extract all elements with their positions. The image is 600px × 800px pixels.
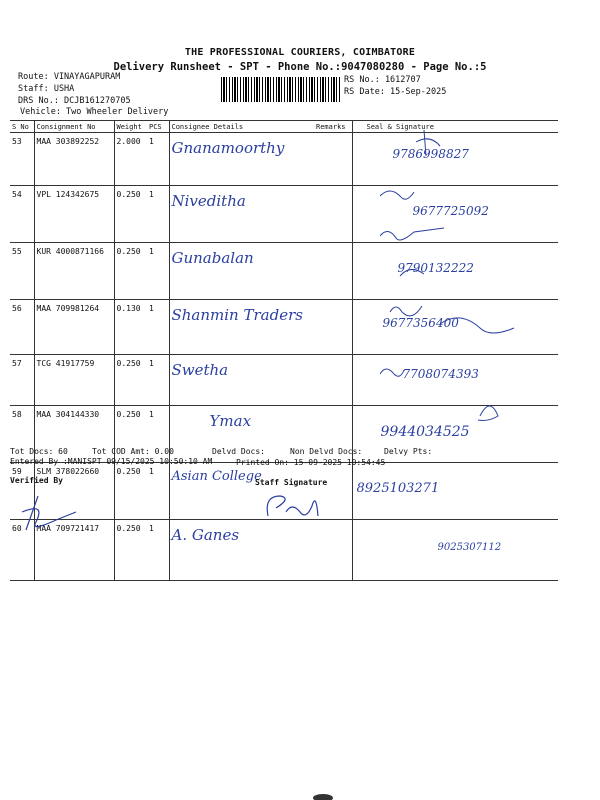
col-consignee: Consignee Details [169, 121, 314, 133]
row-signature-handwritten: 9944034525 [352, 406, 558, 463]
delivery-points: Delvy Pts: [384, 447, 433, 456]
row-pcs: 1 [147, 243, 169, 300]
entered-by: Entered By :MANISPT 09/15/2025 10:50:10 AM [10, 457, 213, 466]
row-consignment: SLM 378022660 [34, 463, 114, 520]
row-signature-handwritten: 7708074393 [352, 355, 558, 406]
route-label: Route: VINAYAGAPURAM [18, 72, 121, 82]
row-consignee-handwritten: Niveditha [169, 188, 314, 245]
row-remarks [314, 133, 352, 186]
company-title: THE PROFESSIONAL COURIERS, COIMBATORE [184, 47, 416, 58]
row-weight: 0.130 [114, 300, 147, 355]
row-consignment: MAA 709721417 [34, 520, 114, 581]
rs-date: RS Date: 15-Sep-2025 [344, 87, 447, 97]
col-weight: Weight [114, 121, 147, 133]
drs-number: DRS No.: DCJB161270705 [18, 96, 131, 106]
row-consignment: VPL 124342675 [34, 186, 114, 243]
row-consignment: KUR 4000871166 [34, 243, 114, 300]
row-sno: 55 [10, 243, 34, 300]
row-signature-handwritten: 8925103271 [352, 463, 558, 520]
col-pcs: PCS [147, 121, 169, 133]
delivered-docs: Delvd Docs: [212, 447, 265, 456]
row-pcs: 1 [147, 133, 169, 186]
row-consignee-handwritten: A. Ganes [169, 522, 314, 583]
total-docs: Tot Docs: 60 [10, 447, 68, 456]
row-consignee-handwritten: Asian College [169, 465, 314, 522]
barcode-image [221, 77, 340, 102]
row-pcs: 1 [147, 186, 169, 243]
col-consignment: Consignment No [34, 121, 114, 133]
row-weight: 0.250 [114, 186, 147, 243]
row-weight: 0.250 [114, 406, 147, 463]
row-consignee-handwritten: Shanmin Traders [169, 302, 314, 357]
col-remarks: Remarks [314, 121, 352, 133]
row-signature-handwritten: 9025307112 [352, 520, 558, 581]
row-sno: 53 [10, 133, 34, 186]
row-weight: 0.250 [114, 243, 147, 300]
rs-number: RS No.: 1612707 [344, 75, 421, 85]
row-remarks [314, 186, 352, 243]
table-row [10, 520, 558, 581]
row-weight: 0.250 [114, 355, 147, 406]
row-consignee-handwritten: Swetha [169, 357, 314, 408]
non-delivered-docs: Non Delvd Docs: [290, 447, 363, 456]
printed-on: Printed On: 15-09-2025 10:54:45 [236, 458, 386, 467]
row-consignment: MAA 303892252 [34, 133, 114, 186]
row-sno: 56 [10, 300, 34, 355]
row-sno: 54 [10, 186, 34, 243]
row-remarks [314, 243, 352, 300]
row-remarks [314, 300, 352, 355]
row-signature-handwritten: 9677356400 [352, 300, 558, 355]
row-consignment: MAA 304144330 [34, 406, 114, 463]
row-remarks [314, 520, 352, 581]
row-weight: 2.000 [114, 133, 147, 186]
row-sno: 60 [10, 520, 34, 581]
row-pcs: 1 [147, 300, 169, 355]
staff-label: Staff: USHA [18, 84, 75, 94]
verified-by-label: Verified By [10, 476, 63, 485]
row-pcs: 1 [147, 463, 169, 520]
row-consignee-handwritten: Ymax [169, 408, 314, 465]
row-sno: 59 [10, 463, 34, 520]
row-consignment: MAA 709981264 [34, 300, 114, 355]
row-signature-handwritten: 9677725092 [352, 186, 558, 243]
row-pcs: 1 [147, 355, 169, 406]
row-weight: 0.250 [114, 463, 147, 520]
row-signature-handwritten: 9786998827 [352, 133, 558, 186]
staff-signature [262, 488, 332, 522]
row-pcs: 1 [147, 406, 169, 463]
row-weight: 0.250 [114, 520, 147, 581]
signature-scribbles [380, 126, 560, 436]
row-pcs: 1 [147, 520, 169, 581]
row-sno: 57 [10, 355, 34, 406]
verifier-signature [16, 492, 86, 536]
vehicle-label: Vehicle: Two Wheeler Delivery [20, 107, 169, 117]
row-consignee-handwritten: Gnanamoorthy [169, 135, 314, 188]
row-consignment: TCG 41917759 [34, 355, 114, 406]
row-sno: 58 [10, 406, 34, 463]
scan-mark [310, 790, 336, 800]
row-consignee-handwritten: Gunabalan [169, 245, 314, 302]
row-signature-handwritten: 9790132222 [352, 243, 558, 300]
col-signature: Seal & Signature [352, 121, 558, 133]
staff-signature-label: Staff Signature [255, 478, 328, 487]
row-remarks [314, 355, 352, 406]
runsheet-subtitle: Delivery Runsheet - SPT - Phone No.:9047080280 - Page No.:5 [113, 61, 487, 73]
total-cod-amount: Tot COD Amt: 0.00 [92, 447, 174, 456]
col-sno: S No [10, 121, 34, 133]
